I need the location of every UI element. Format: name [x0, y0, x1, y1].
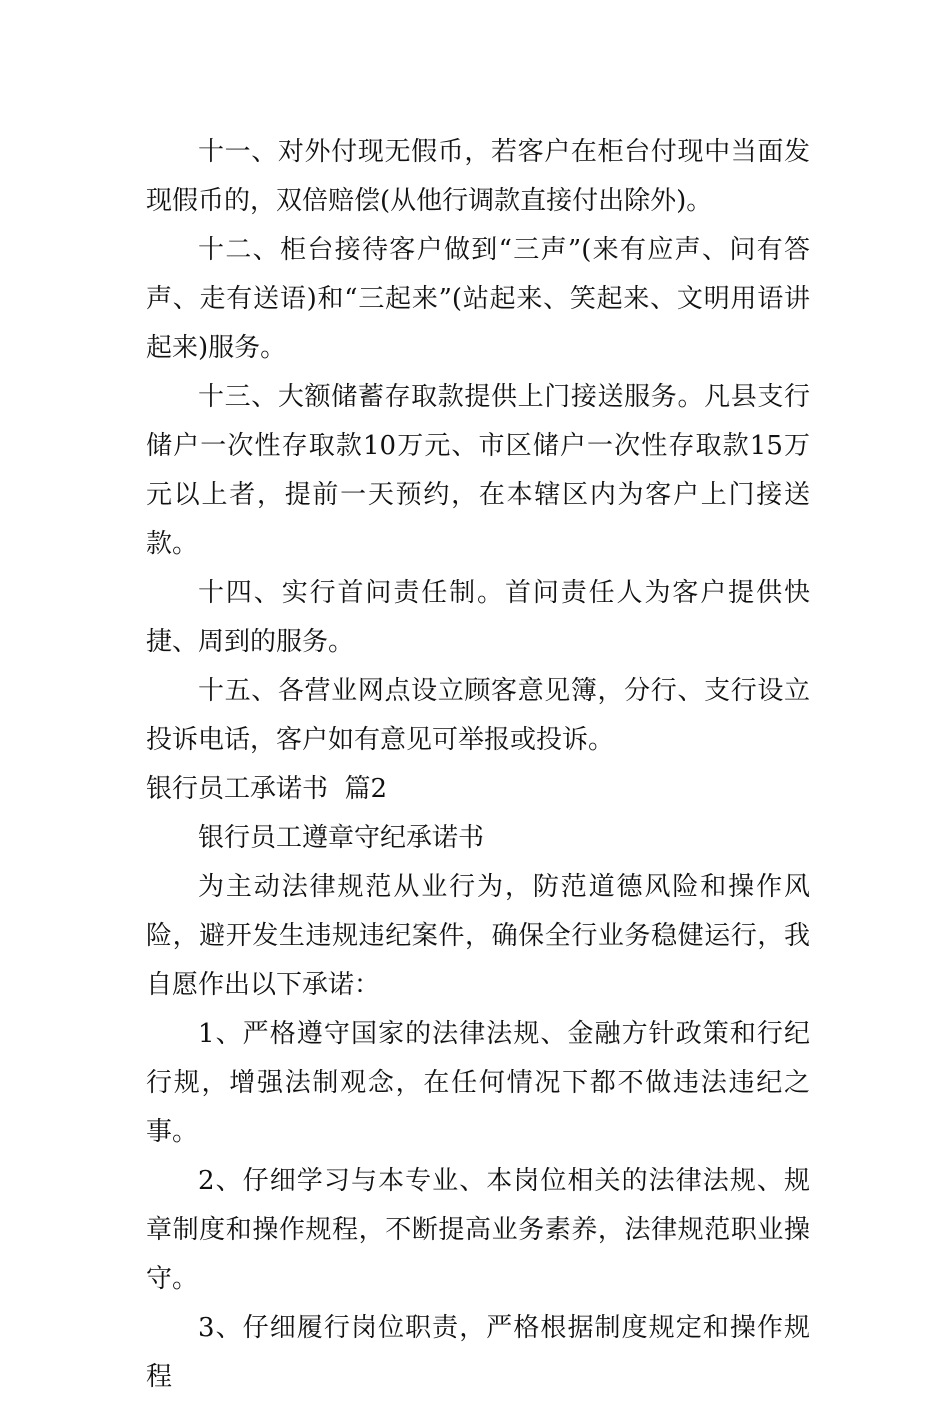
section-heading: 银行员工承诺书 篇2 [146, 774, 388, 804]
document-body [146, 128, 810, 1402]
section-title: 银行员工遵章守纪承诺书 [198, 823, 485, 853]
paragraph-12: 十二、柜台接待客户做到“三声”(来有应声、问有答声、走有送语)和“三起来”(站起来、笑起来、文明用语讲起来)服务。 [146, 235, 810, 363]
paragraph-11: 十一、对外付现无假币，若客户在柜台付现中当面发现假币的，双倍赔偿(从他行调款直接付出除外)。 [146, 137, 810, 216]
paragraph-15: 十五、各营业网点设立顾客意见簿，分行、支行设立投诉电话，客户如有意见可举报或投诉。 [146, 676, 810, 755]
pledge-item-1: 1、严格遵守国家的法律法规、金融方针政策和行纪行规，增强法制观念，在任何情况下都不做违法违纪之事。 [146, 1019, 810, 1147]
paragraph-13: 十三、大额储蓄存取款提供上门接送服务。凡县支行储户一次性存取款10万元、市区储户一次性存取款15万元以上者，提前一天预约，在本辖区内为客户上门接送款。 [146, 382, 810, 559]
pledge-item-2: 2、仔细学习与本专业、本岗位相关的法律法规、规章制度和操作规程，不断提高业务素养，法律规范职业操守。 [146, 1166, 810, 1294]
paragraph-14: 十四、实行首问责任制。首问责任人为客户提供快捷、周到的服务。 [146, 578, 810, 657]
pledge-item-3: 3、仔细履行岗位职责，严格根据制度规定和操作规程 [146, 1313, 810, 1392]
section-intro: 为主动法律规范从业行为，防范道德风险和操作风险，避开发生违规违纪案件，确保全行业务稳健运行，我自愿作出以下承诺： [146, 872, 810, 1000]
